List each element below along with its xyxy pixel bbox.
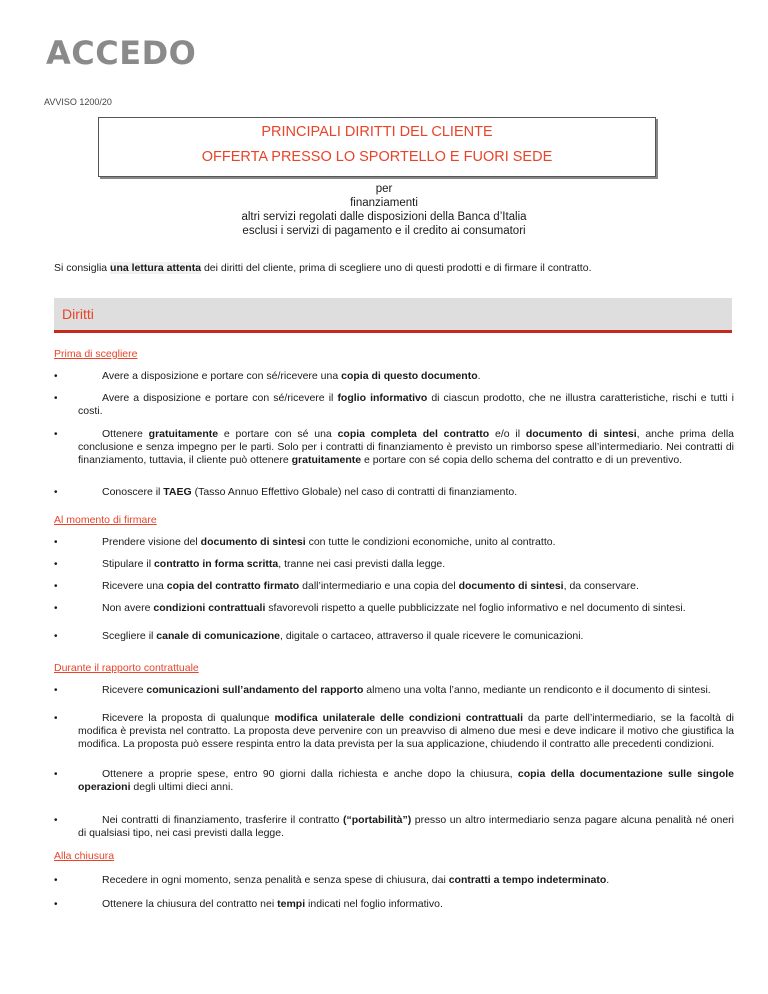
bullet-icon: •: [54, 875, 58, 886]
body-text: (Tasso Annuo Effettivo Globale) nel caso di contratti di finanziamento.: [191, 486, 518, 498]
item-text: [78, 536, 734, 549]
bullet-icon: •: [54, 603, 58, 614]
bullet-icon: •: [54, 769, 58, 780]
bullet-icon: •: [54, 559, 58, 570]
body-text: Ricevere: [102, 684, 147, 696]
list-item: [54, 428, 734, 467]
body-text: sfavorevoli rispetto a quelle pubblicizzate nel foglio informativo e nel documento di sintesi.: [265, 602, 686, 614]
body-text: di ciascun prodotto, che ne illustra caratteristiche, rischi e tutti i costi.: [78, 392, 734, 417]
body-text: presso un altro intermediario senza pagare alcuna penalità né oneri di qualsiasi tipo, nei casi previsti dalla legge.: [78, 814, 734, 839]
emphasis-text: condizioni contrattuali: [153, 602, 266, 614]
document-title: PRINCIPALI DIRITTI DEL CLIENTE: [261, 124, 493, 140]
item-text: [78, 428, 734, 467]
list-item: [54, 370, 734, 383]
emphasis-text: copia di questo documento: [341, 370, 478, 382]
body-text: e/o il: [489, 428, 526, 440]
bullet-icon: •: [54, 631, 58, 642]
item-text: [78, 392, 734, 418]
list-item: [54, 536, 734, 549]
emphasis-text: contratto in forma scritta: [153, 558, 279, 570]
list-item: [54, 486, 734, 499]
body-text: indicati nel foglio informativo.: [305, 898, 443, 910]
item-text: [78, 768, 734, 794]
body-text: e portare con sé una: [218, 428, 338, 440]
group-heading: Alla chiusura: [54, 850, 115, 862]
intro-line: per: [375, 183, 393, 195]
intro-line: altri servizi regolati dalle disposizioni della Banca d’Italia: [241, 211, 527, 223]
emphasis-text: documento di sintesi: [525, 428, 637, 440]
body-text: da parte dell’intermediario, se la facoltà di modifica è prevista nel contratto. La proposta deve pervenire con un preavviso di almeno due mesi e deve indicare il motivo che giustifica la modifica. La proposta può essere respinta entro la data prevista per la sua applicazione, chiudendo il contratto alle precedenti condizioni.: [78, 712, 735, 750]
bullet-icon: •: [54, 393, 58, 404]
emphasis-text: documento di sintesi: [200, 536, 306, 548]
body-text: dall’intermediario e una copia del: [299, 580, 459, 592]
bullet-icon: •: [54, 429, 58, 440]
bullet-icon: •: [54, 371, 58, 382]
emphasis-text: (“portabilità”): [343, 814, 412, 826]
list-item: [54, 684, 734, 697]
emphasis-text: foglio informativo: [337, 392, 428, 404]
intro-block: [0, 182, 768, 238]
body-text: almeno una volta l’anno, mediante un rendiconto e il documento di sintesi.: [363, 684, 711, 696]
body-text: .: [606, 874, 610, 886]
emphasis-text: gratuitamente: [291, 454, 362, 466]
item-text: [78, 630, 734, 643]
list-item: [54, 558, 734, 571]
emphasis-text: modifica unilaterale delle condizioni contrattuali: [274, 712, 524, 724]
body-text: Ottenere: [102, 428, 149, 440]
bullet-icon: •: [54, 713, 58, 724]
body-text: .: [477, 370, 481, 382]
section-header: [54, 298, 732, 333]
list-item: [54, 768, 734, 794]
advice-text: Si consiglia: [54, 262, 111, 274]
group-heading: Durante il rapporto contrattuale: [54, 662, 199, 674]
advice-text: dei diritti del cliente, prima di scegliere uno di questi prodotti e di firmare il contratto.: [201, 262, 592, 274]
body-text: Ottenere a proprie spese, entro 90 giorni dalla richiesta e anche dopo la chiusura,: [102, 768, 518, 780]
body-text: Avere a disposizione e portare con sé/ricevere il: [102, 392, 338, 404]
body-text: Ottenere la chiusura del contratto nei: [102, 898, 278, 910]
group-heading: Prima di scegliere: [54, 348, 138, 360]
body-text: Stipulare il: [102, 558, 154, 570]
bullet-icon: •: [54, 899, 58, 910]
item-text: [78, 712, 734, 751]
body-text: degli ultimi dieci anni.: [130, 781, 234, 793]
body-text: e portare con sé copia dello schema del contratto e di un preventivo.: [361, 454, 683, 466]
body-text: Nei contratti di finanziamento, trasferire il contratto: [102, 814, 343, 826]
item-text: [78, 558, 734, 571]
advice-paragraph: [54, 262, 734, 274]
emphasis-text: TAEG: [163, 486, 192, 498]
item-text: [78, 602, 734, 615]
emphasis-text: gratuitamente: [148, 428, 219, 440]
list-item: [54, 712, 734, 751]
list-item: [54, 898, 734, 911]
body-text: Ricevere la proposta di qualunque: [102, 712, 275, 724]
item-text: [78, 684, 734, 697]
bullet-icon: •: [54, 487, 58, 498]
item-text: [78, 580, 734, 593]
body-text: Conoscere il: [102, 486, 164, 498]
body-text: Ricevere una: [102, 580, 167, 592]
body-text: , da conservare.: [563, 580, 639, 592]
list-item: [54, 630, 734, 643]
body-text: , digitale o cartaceo, attraverso il quale ricevere le comunicazioni.: [279, 630, 584, 642]
emphasis-text: copia del contratto firmato: [166, 580, 300, 592]
bullet-icon: •: [54, 815, 58, 826]
emphasis-text: contratti a tempo indeterminato: [448, 874, 607, 886]
title-box: [98, 117, 656, 177]
document-subtitle: OFFERTA PRESSO LO SPORTELLO E FUORI SEDE: [201, 149, 553, 165]
emphasis-text: tempi: [277, 898, 306, 910]
emphasis-text: copia completa del contratto: [337, 428, 490, 440]
bullet-icon: •: [54, 537, 58, 548]
emphasis-text: copia della documentazione sulle singole operazioni: [78, 768, 734, 793]
accedo-logo: ACCEDO: [46, 34, 197, 72]
bullet-icon: •: [54, 685, 58, 696]
list-item: [54, 580, 734, 593]
body-text: Non avere: [102, 602, 154, 614]
list-item: [54, 814, 734, 840]
intro-line: finanziamenti: [350, 197, 418, 209]
intro-line: esclusi i servizi di pagamento e il credito ai consumatori: [242, 225, 526, 237]
item-text: [78, 874, 734, 887]
emphasis-text: documento di sintesi: [458, 580, 564, 592]
body-text: Scegliere il: [102, 630, 157, 642]
list-item: [54, 392, 734, 418]
notice-code: AVVISO 1200/20: [44, 97, 112, 107]
item-text: [78, 486, 734, 499]
body-text: Prendere visione del: [102, 536, 201, 548]
emphasis-text: canale di comunicazione: [156, 630, 280, 642]
advice-highlight: una lettura attenta: [110, 262, 202, 274]
body-text: , tranne nei casi previsti dalla legge.: [278, 558, 446, 570]
body-text: Avere a disposizione e portare con sé/ricevere una: [102, 370, 342, 382]
item-text: [78, 370, 734, 383]
emphasis-text: comunicazioni sull’andamento del rapporto: [146, 684, 364, 696]
bullet-icon: •: [54, 581, 58, 592]
section-title: Diritti: [62, 306, 94, 322]
body-text: con tutte le condizioni economiche, unito al contratto.: [305, 536, 556, 548]
group-heading: Al momento di firmare: [54, 514, 157, 526]
list-item: [54, 874, 734, 887]
body-text: , anche prima della conclusione e senza impegno per le parti. Solo per i contratti di finanziamento è previsto un rimborso spese all’intermediario. Nei contratti di finanziamento, tuttavia, il cliente può ottenere: [78, 428, 734, 466]
list-item: [54, 602, 734, 615]
body-text: Recedere in ogni momento, senza penalità e senza spese di chiusura, dai: [102, 874, 449, 886]
item-text: [78, 814, 734, 840]
item-text: [78, 898, 734, 911]
